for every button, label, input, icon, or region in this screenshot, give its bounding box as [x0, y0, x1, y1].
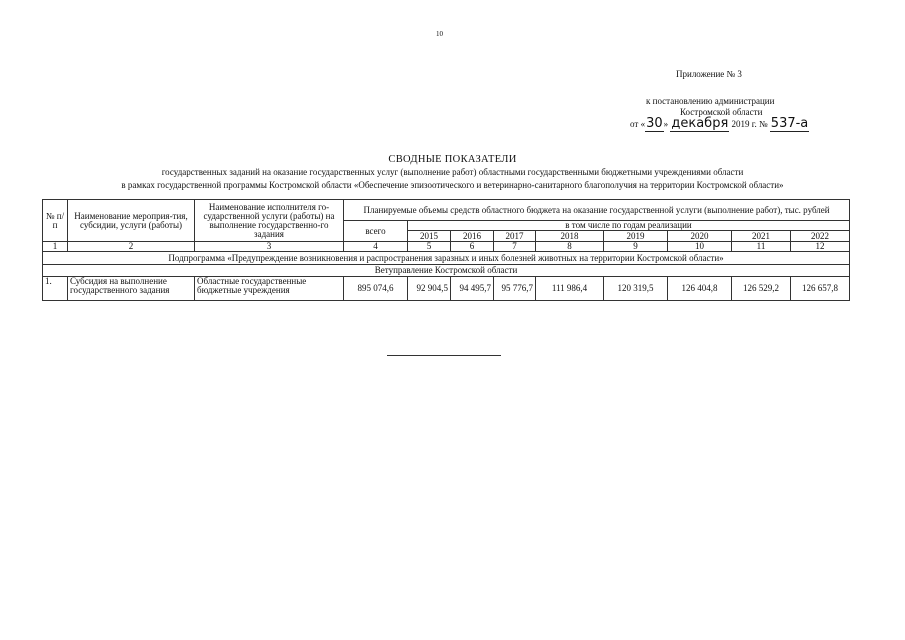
date-year: 2019 г. № [729, 119, 770, 129]
document-subtitle-1: государственных заданий на оказание государственных услуг (выполнение работ) областными государственными бюджетными учреждениями области [161, 167, 744, 177]
column-number: 1 [43, 242, 68, 252]
appendix-date-line [630, 118, 809, 130]
header-year: 2021 [732, 231, 791, 242]
header-year: 2017 [494, 231, 536, 242]
row-num: 1. [43, 277, 68, 301]
header-num: № п/п [43, 200, 68, 242]
appendix-decree-line: к постановлению администрации [646, 96, 775, 106]
indicators-table [42, 199, 850, 301]
row-total: 895 074,6 [344, 277, 408, 301]
header-year: 2018 [536, 231, 604, 242]
table-row [43, 277, 850, 301]
subprogram-title: Подпрограмма «Предупреждение возникновения и распространения заразных и иных болезней животных на территории Костромской области» [43, 252, 850, 265]
row-name: Субсидия на выполнение государственного задания [68, 277, 195, 301]
date-day: 30 [646, 116, 663, 131]
document-title: СВОДНЫЕ ПОКАЗАТЕЛИ [388, 154, 517, 165]
row-value: 126 404,8 [668, 277, 732, 301]
subprogram-row [43, 252, 850, 265]
header-by-years: в том числе по годам реализации [408, 221, 850, 231]
column-number: 12 [791, 242, 850, 252]
date-prefix: от « [630, 119, 646, 129]
header-total: всего [344, 221, 408, 242]
date-mid: » [663, 119, 671, 129]
column-number: 8 [536, 242, 604, 252]
row-value: 94 495,7 [451, 277, 494, 301]
column-number: 5 [408, 242, 451, 252]
column-number: 3 [195, 242, 344, 252]
header-year: 2020 [668, 231, 732, 242]
row-executor: Областные государственные бюджетные учреждения [195, 277, 344, 301]
page-number: 10 [436, 30, 443, 38]
header-year: 2015 [408, 231, 451, 242]
department-row [43, 265, 850, 277]
footnote-divider [387, 355, 501, 356]
date-month: декабря [671, 116, 729, 131]
column-number: 9 [604, 242, 668, 252]
column-number: 6 [451, 242, 494, 252]
row-value: 111 986,4 [536, 277, 604, 301]
header-year: 2022 [791, 231, 850, 242]
row-value: 95 776,7 [494, 277, 536, 301]
row-value: 126 529,2 [732, 277, 791, 301]
column-number: 10 [668, 242, 732, 252]
column-number: 11 [732, 242, 791, 252]
header-row-1 [43, 200, 850, 221]
header-year: 2016 [451, 231, 494, 242]
column-number: 7 [494, 242, 536, 252]
row-value: 92 904,5 [408, 277, 451, 301]
header-name: Наименование мероприя-тия, субсидии, услуги (работы) [68, 200, 195, 242]
row-value: 126 657,8 [791, 277, 850, 301]
row-value: 120 319,5 [604, 277, 668, 301]
column-numbers-row [43, 242, 850, 252]
department-title: Ветуправление Костромской области [43, 265, 850, 277]
column-number: 4 [344, 242, 408, 252]
column-number: 2 [68, 242, 195, 252]
appendix-title: Приложение № 3 [676, 69, 742, 79]
appendix-region-line: Костромской области [680, 107, 763, 117]
header-executor: Наименование исполнителя го-сударственной услуги (работы) на выполнение государственно-го задания [195, 200, 344, 242]
document-subtitle-2: в рамках государственной программы Костромской области «Обеспечение эпизоотического и ветеринарно-санитарного благополучия на территории Костромской области» [121, 180, 784, 190]
doc-number: 537-а [770, 116, 809, 131]
header-year: 2019 [604, 231, 668, 242]
header-planned: Планируемые объемы средств областного бюджета на оказание государственной услуги (выполнение работ), тыс. рублей [344, 200, 850, 221]
